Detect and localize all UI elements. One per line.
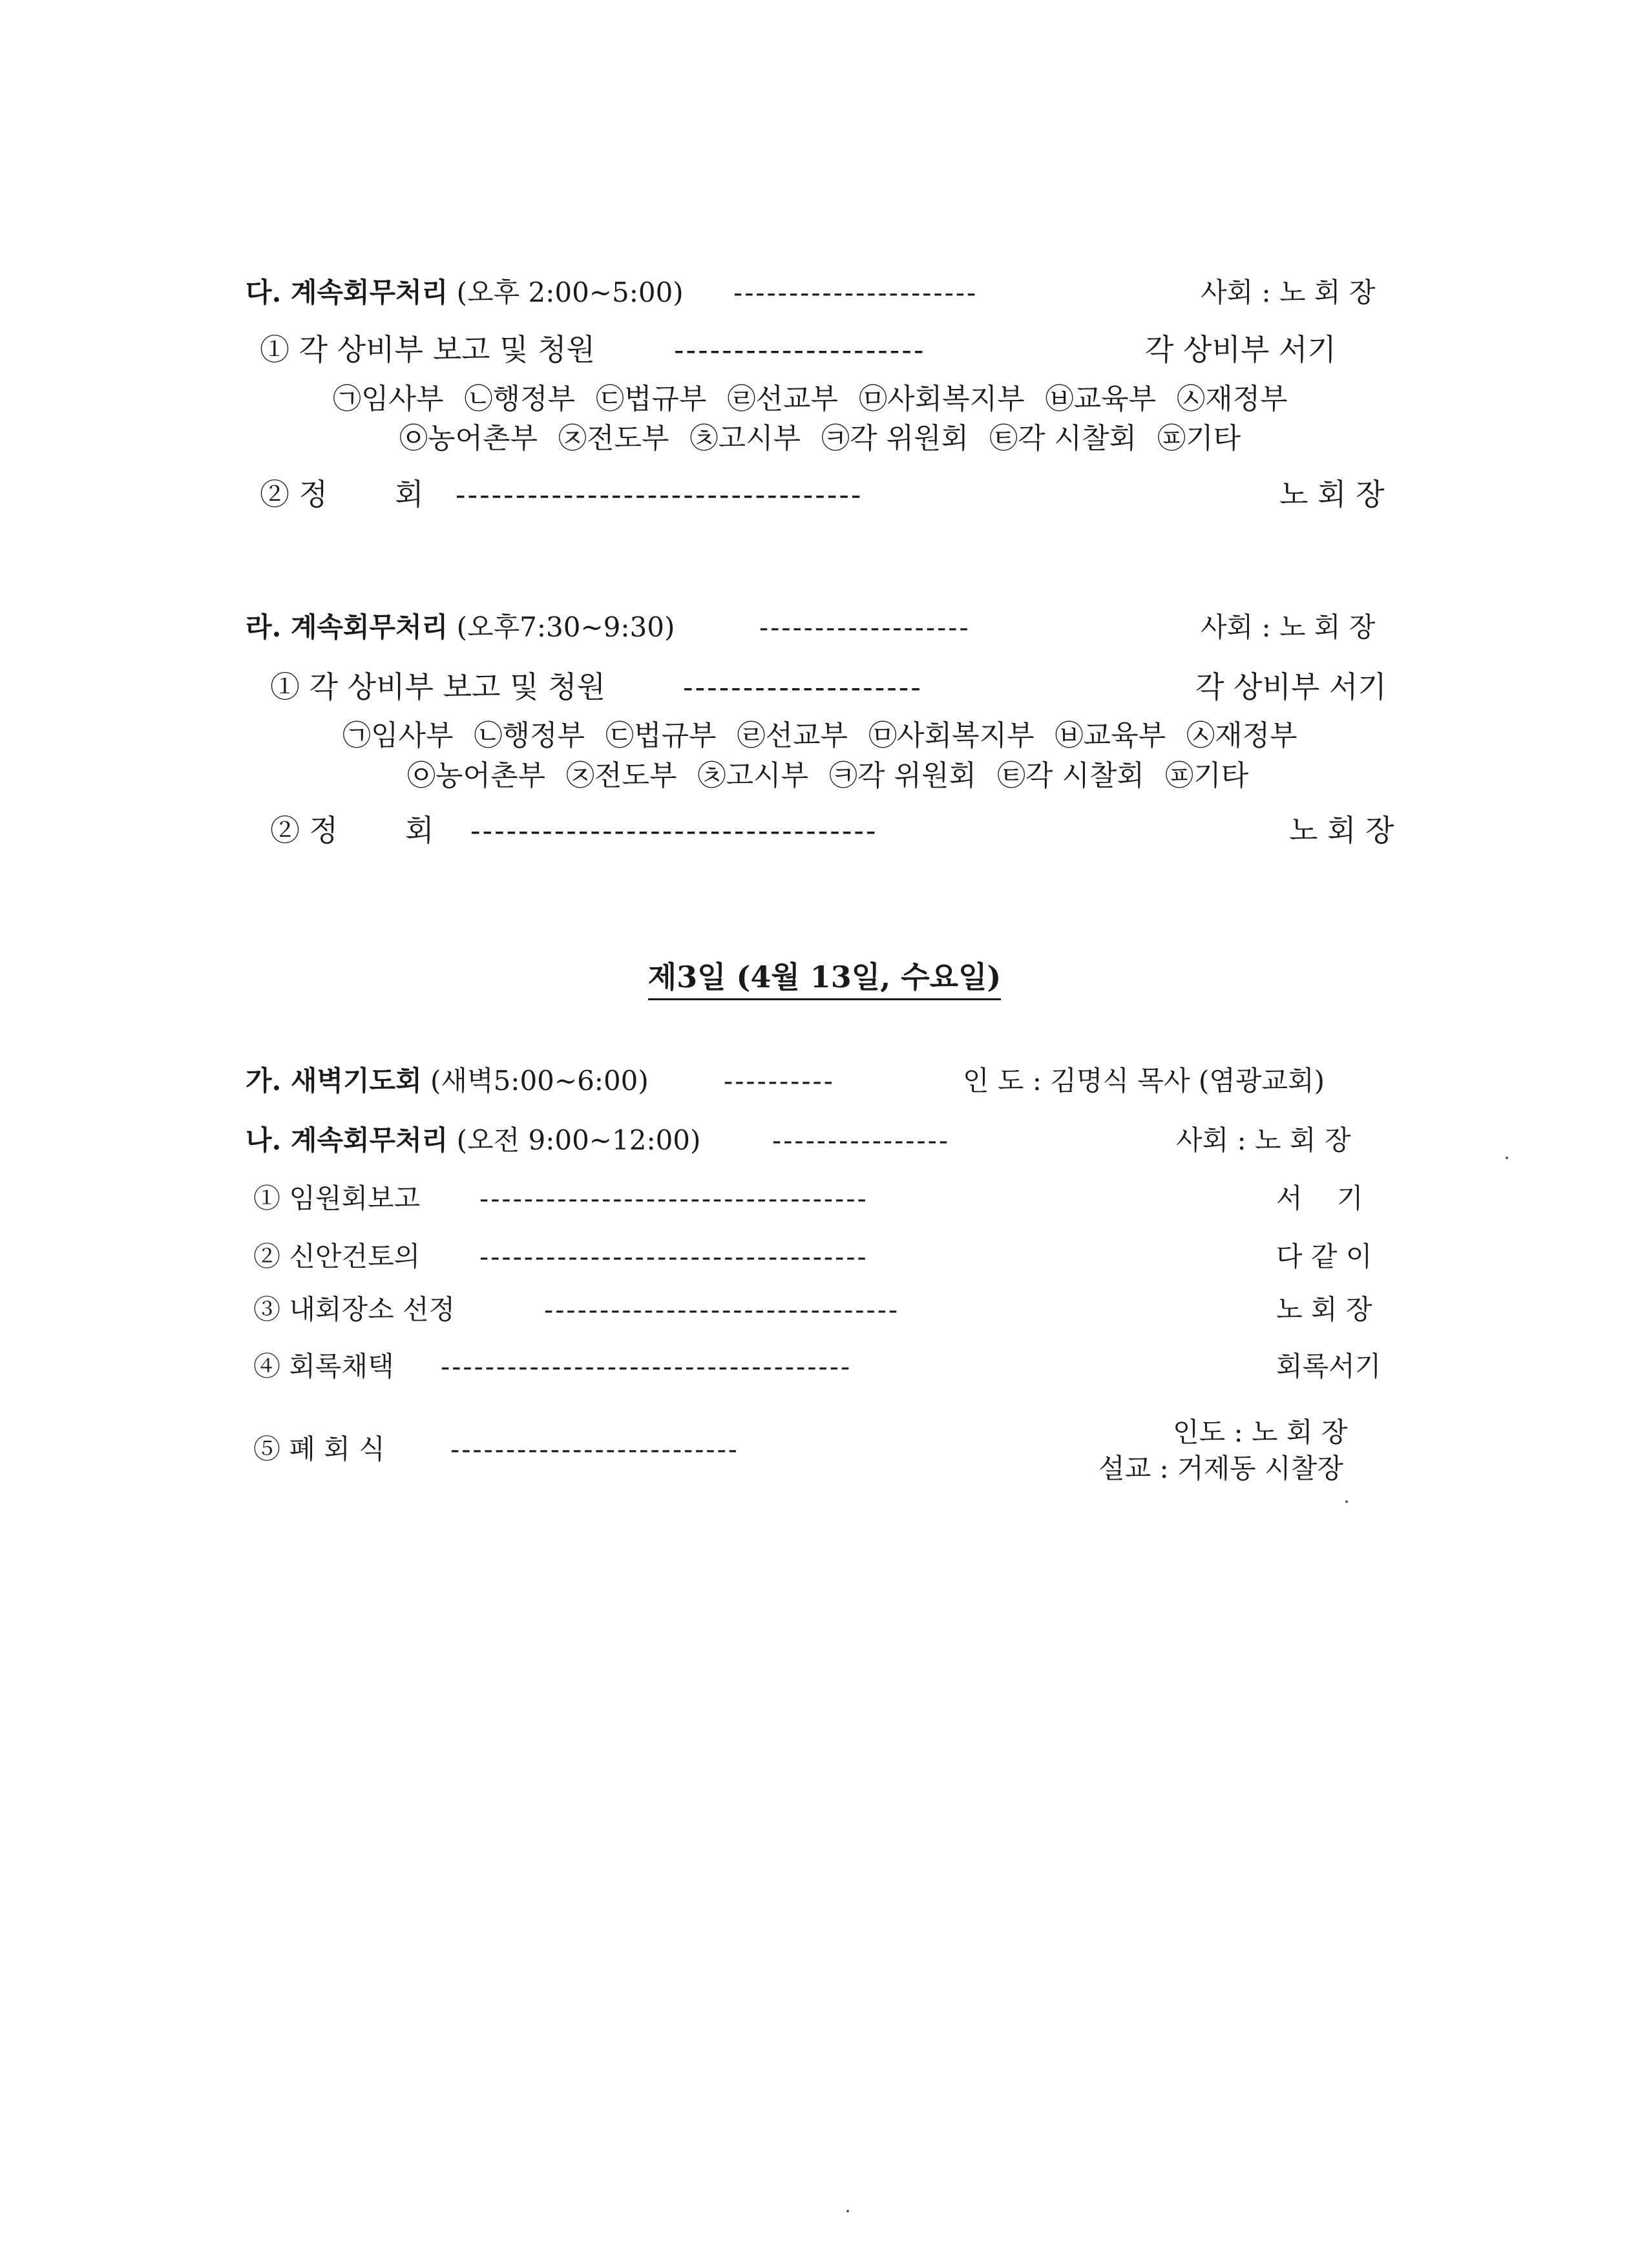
day3-ga-heading: 가. 새벽기도회 <box>246 1065 422 1097</box>
dept-item: ㉡행정부 <box>474 719 585 752</box>
day3-title-text: 제3일 (4월 13일, 수요일) <box>648 960 1002 1000</box>
day3-item-4-right: 회록서기 <box>1276 1350 1381 1382</box>
day3-item-1-label: ① 임원회보고 <box>253 1182 421 1214</box>
dept-item: ㉨전도부 <box>566 759 677 792</box>
section-da-item2-right: 노 회 장 <box>1279 477 1385 512</box>
day3-item-1-dashes: ----------------------------------- <box>479 1182 868 1214</box>
day3-na-header <box>246 1124 701 1156</box>
section-ra-item1-dashes: -------------------- <box>683 669 923 704</box>
dept-item: ㉥교육부 <box>1055 719 1166 752</box>
day3-closing-sermon: 설교 : 거제동 시찰장 <box>1098 1453 1343 1484</box>
scan-speck <box>1345 1500 1348 1503</box>
day3-na-time: (오전 9:00~12:00) <box>456 1124 701 1156</box>
day3-na-dashes: ---------------- <box>772 1124 951 1156</box>
day3-na-heading: 나. 계속회무처리 <box>246 1124 448 1156</box>
dept-item: ㉣선교부 <box>727 383 839 415</box>
dept-item: ㉢법규부 <box>605 719 717 752</box>
dept-item: ㉢법규부 <box>596 383 707 415</box>
section-ra-item2-label-a: ② 정 <box>270 813 339 848</box>
section-ra-dashes: ------------------- <box>759 611 971 643</box>
day3-item-4-dashes: ------------------------------------- <box>441 1350 852 1382</box>
section-da-item1-right: 각 상비부 서기 <box>1145 332 1336 367</box>
dept-item: ㉠임사부 <box>333 383 444 415</box>
section-da-item2-dashes: ---------------------------------- <box>456 477 863 512</box>
section-da-dashes: ---------------------- <box>733 277 978 308</box>
day3-title <box>0 954 1649 996</box>
day3-ga-header <box>246 1067 649 1095</box>
dept-item: ㉦재정부 <box>1186 719 1297 752</box>
section-ra-heading: 라. 계속회무처리 <box>246 611 448 643</box>
section-ra-item2-dashes: ---------------------------------- <box>470 813 878 848</box>
dept-item: ㉡행정부 <box>464 383 576 415</box>
section-da-item1-label: ① 각 상비부 보고 및 청원 <box>260 332 596 367</box>
day3-na-presider: 사회 : 노 회 장 <box>1176 1124 1351 1156</box>
day3-item-2-dashes: ----------------------------------- <box>479 1241 868 1272</box>
section-ra-item2-right: 노 회 장 <box>1289 813 1394 848</box>
day3-closing-label: ⑤ 폐 회 식 <box>253 1433 385 1465</box>
scan-speck <box>846 2210 849 2212</box>
section-ra-header <box>246 611 675 643</box>
dept-item: ㉬기타 <box>1165 759 1249 792</box>
dept-item: ㉬기타 <box>1157 422 1241 455</box>
section-ra-item2-label-b: 회 <box>405 813 434 848</box>
day3-item-2-label: ② 신안건토의 <box>253 1241 421 1272</box>
section-da-depts-row2 <box>399 422 1241 455</box>
dept-item: ㉪각 위원회 <box>821 422 969 455</box>
day3-item-3-right: 노 회 장 <box>1276 1294 1372 1325</box>
dept-item: ㉧농어촌부 <box>399 422 538 455</box>
section-da-item1-dashes: --------------------- <box>674 332 926 367</box>
dept-item: ㉣선교부 <box>737 719 848 752</box>
day3-item-3-dashes: -------------------------------- <box>544 1294 900 1325</box>
dept-item: ㉤사회복지부 <box>859 383 1025 415</box>
section-ra-item1-right: 각 상비부 서기 <box>1195 669 1387 704</box>
section-da-item2-label-b: 회 <box>395 477 424 512</box>
dept-item: ㉠임사부 <box>342 719 454 752</box>
day3-ga-time: (새벽5:00~6:00) <box>430 1065 649 1097</box>
day3-item-4-label: ④ 회록채택 <box>253 1350 394 1382</box>
section-ra-depts-row2 <box>407 759 1249 792</box>
dept-item: ㉨전도부 <box>558 422 669 455</box>
section-ra-presider: 사회 : 노 회 장 <box>1201 611 1376 643</box>
dept-item: ㉤사회복지부 <box>868 719 1035 752</box>
section-da-depts-row1 <box>333 385 1288 414</box>
dept-item: ㉫각 시찰회 <box>997 759 1145 792</box>
section-da-presider: 사회 : 노 회 장 <box>1201 277 1376 308</box>
section-da-item2-label-a: ② 정 <box>260 477 328 512</box>
day3-item-1-right: 서 기 <box>1276 1182 1363 1214</box>
dept-item: ㉩고시부 <box>697 759 809 792</box>
section-da-time: (오후 2:00~5:00) <box>456 277 684 308</box>
section-ra-depts-row1 <box>342 719 1297 752</box>
day3-ga-leader: 인 도 : 김명식 목사 (염광교회) <box>963 1065 1325 1097</box>
section-ra-item2 <box>270 813 434 848</box>
day3-item-3-label: ③ 내회장소 선정 <box>253 1294 456 1325</box>
section-da-item2 <box>260 477 424 512</box>
dept-item: ㉧농어촌부 <box>407 759 546 792</box>
day3-closing-dashes: -------------------------- <box>450 1433 739 1465</box>
section-da-heading: 다. 계속회무처리 <box>246 277 448 308</box>
dept-item: ㉦재정부 <box>1177 383 1288 415</box>
scan-speck <box>1506 1157 1508 1159</box>
dept-item: ㉫각 시찰회 <box>989 422 1137 455</box>
section-ra-item1-label: ① 각 상비부 보고 및 청원 <box>270 669 606 704</box>
section-ra-time: (오후7:30~9:30) <box>456 611 675 643</box>
dept-item: ㉩고시부 <box>689 422 801 455</box>
dept-item: ㉥교육부 <box>1045 383 1157 415</box>
day3-closing-lead: 인도 : 노 회 장 <box>1173 1416 1348 1448</box>
dept-item: ㉪각 위원회 <box>829 759 977 792</box>
day3-ga-dashes: ---------- <box>724 1065 835 1097</box>
day3-item-2-right: 다 같 이 <box>1276 1241 1372 1272</box>
section-da-header <box>246 279 684 306</box>
